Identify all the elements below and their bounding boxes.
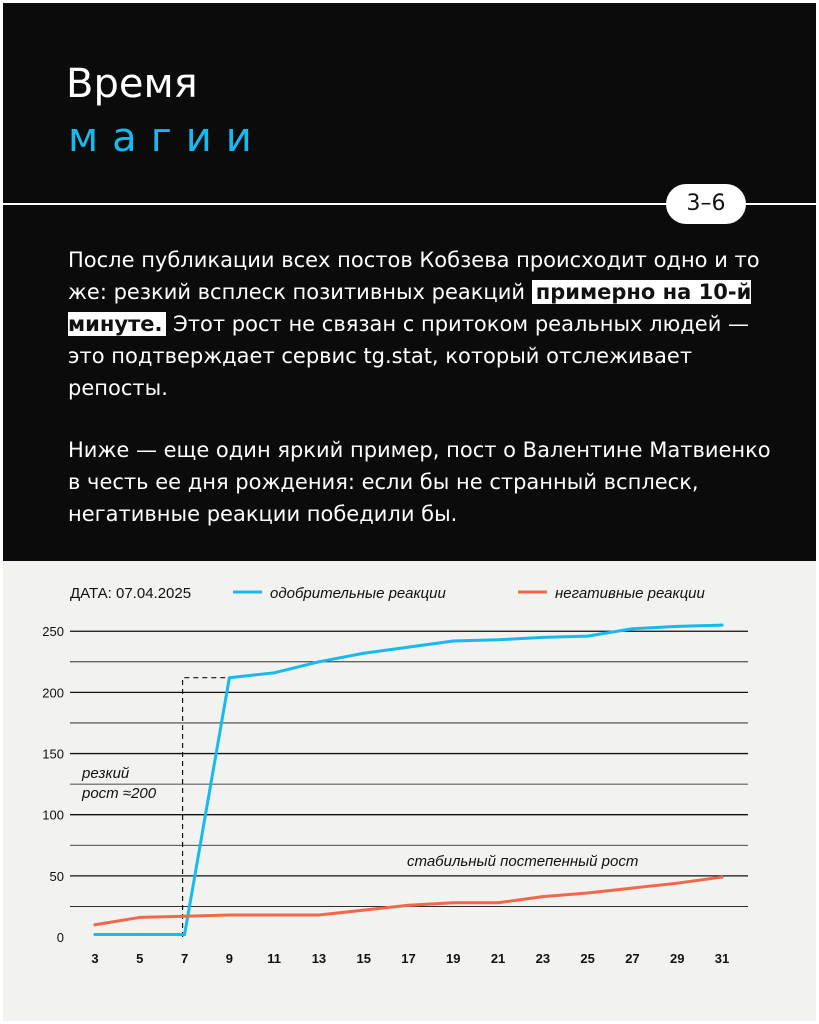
- legend-label-negative: негативные реакции: [555, 585, 705, 602]
- series-1-point-31: [721, 876, 724, 879]
- series-1-point-27: [631, 887, 634, 890]
- series-1-point-15: [362, 909, 365, 912]
- series-0-point-9: [228, 676, 231, 679]
- y-tick-50: 50: [49, 868, 64, 884]
- series-1-point-5: [138, 916, 141, 919]
- series-0-point-17: [407, 646, 410, 649]
- x-tick-21: 21: [490, 951, 506, 966]
- annotation-spike-line-2: рост ≈200: [82, 785, 157, 802]
- y-tick-200: 200: [42, 685, 64, 701]
- series-0-point-19: [452, 640, 455, 643]
- series-0-point-23: [541, 636, 544, 639]
- annotation-spike-line-1: резкий: [82, 765, 130, 782]
- x-tick-11: 11: [267, 951, 282, 966]
- series-0-point-31: [721, 624, 724, 627]
- series-1-point-3: [94, 923, 97, 926]
- series-0-point-7: [183, 933, 186, 936]
- x-tick-7: 7: [180, 951, 189, 966]
- y-tick-250: 250: [42, 624, 64, 640]
- series-1-point-9: [228, 913, 231, 916]
- series-1-point-13: [317, 913, 320, 916]
- series-0-point-21: [497, 638, 500, 641]
- series-0-point-25: [586, 635, 589, 638]
- x-tick-17: 17: [401, 951, 416, 966]
- series-1-point-7: [183, 915, 186, 918]
- series-0-point-27: [631, 627, 634, 630]
- paragraph-1-start: После публикации всех постов Кобзева происходит одно и то же: резкий всплеск позитивных реакций: [68, 248, 760, 304]
- series-0-point-29: [676, 625, 679, 628]
- paragraph-1-highlight: примерно на 10-й минуте.: [68, 280, 752, 336]
- x-tick-31: 31: [714, 951, 730, 966]
- title-line-2: магии: [68, 115, 266, 161]
- annotation-stable-growth: стабильный постепенный рост: [407, 853, 639, 870]
- x-tick-19: 19: [446, 951, 461, 966]
- series-1-point-21: [497, 901, 500, 904]
- title-line-1: Время: [66, 61, 198, 107]
- paragraph-1-end: Этот рост не связан с притоком реальных людей — это подтверждает сервис tg.stat, который отслеживает репосты.: [68, 312, 750, 400]
- x-tick-25: 25: [580, 951, 595, 966]
- series-0-point-15: [362, 652, 365, 655]
- series-0-point-5: [138, 933, 141, 936]
- date-label: ДАТА: 07.04.2025: [70, 585, 192, 602]
- reactions-chart: [0, 561, 819, 1024]
- y-tick-150: 150: [42, 746, 64, 762]
- series-1-point-17: [407, 904, 410, 907]
- page-badge: 3–6: [666, 184, 746, 224]
- x-tick-9: 9: [225, 951, 233, 966]
- series-1-point-11: [273, 913, 276, 916]
- series-1-point-25: [586, 891, 589, 894]
- series-0-point-11: [273, 671, 276, 674]
- x-tick-3: 3: [91, 951, 99, 966]
- x-tick-15: 15: [356, 951, 371, 966]
- series-1-point-23: [541, 895, 544, 898]
- x-tick-13: 13: [311, 951, 327, 966]
- legend-label-positive: одобрительные реакции: [270, 585, 446, 602]
- x-tick-29: 29: [669, 951, 685, 966]
- series-0-point-3: [94, 933, 97, 936]
- paragraph-1: [68, 244, 778, 404]
- y-tick-0: 0: [56, 930, 64, 945]
- paragraph-2: Ниже — еще один яркий пример, пост о Валентине Матвиенко в честь ее дня рождения: если бы не странный всплеск, негативные реакции победили бы.: [68, 438, 771, 526]
- y-tick-100: 100: [42, 807, 64, 823]
- x-tick-23: 23: [535, 951, 551, 966]
- x-tick-5: 5: [136, 951, 144, 966]
- series-1-point-19: [452, 901, 455, 904]
- series-0-point-13: [317, 660, 320, 663]
- series-1-point-29: [676, 882, 679, 885]
- x-tick-27: 27: [625, 951, 640, 966]
